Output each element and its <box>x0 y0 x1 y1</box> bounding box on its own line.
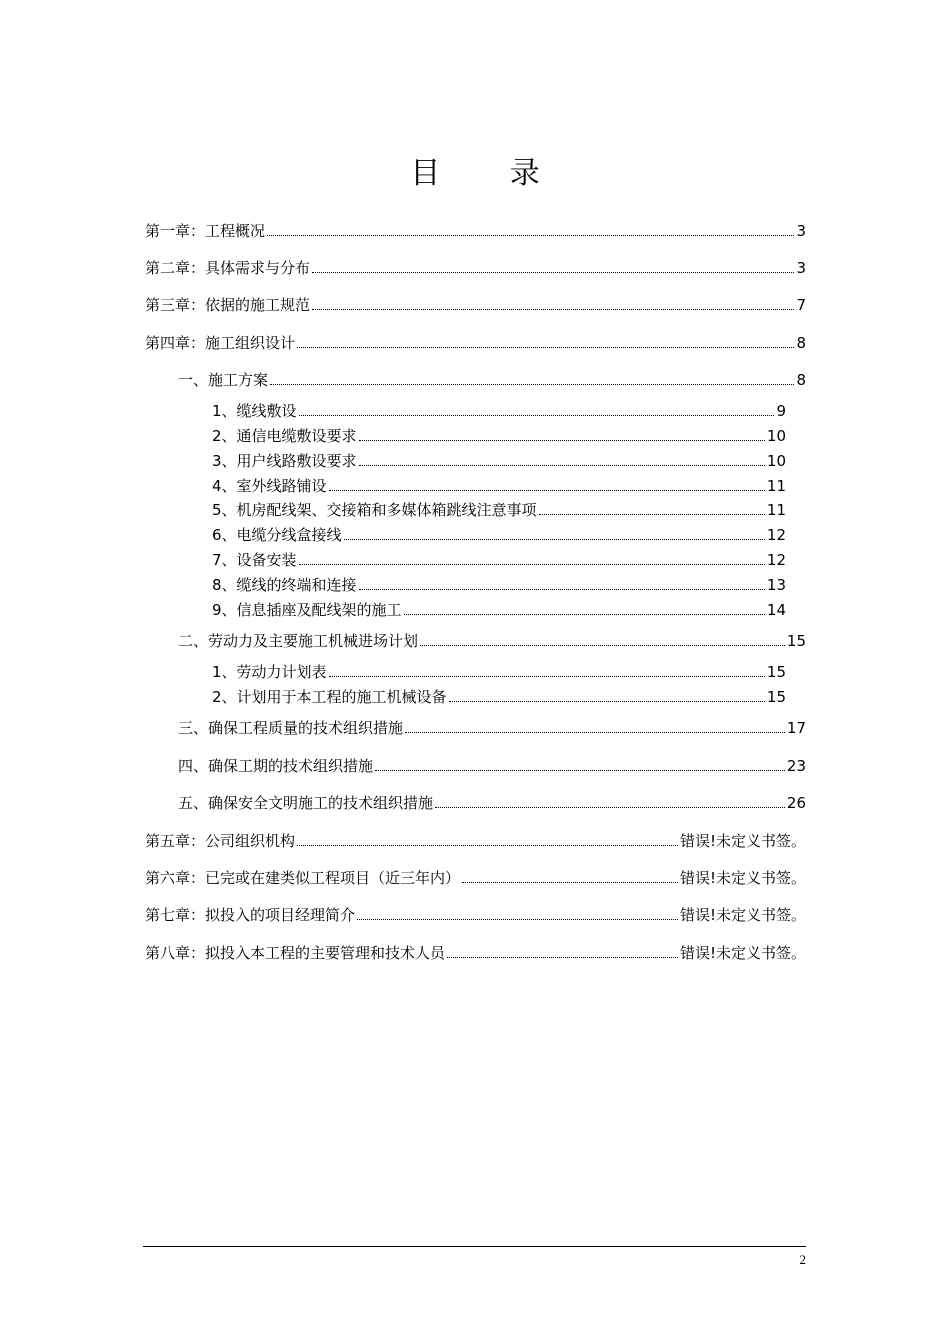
toc-page-reference-error: 错误!未定义书签。 <box>679 906 806 924</box>
toc-entry-title: 公司组织机构 <box>205 832 296 850</box>
toc-entry-chapter-1[interactable] <box>145 221 806 241</box>
toc-entry-title: 依据的施工规范 <box>205 296 311 314</box>
dot-leader <box>297 346 794 348</box>
toc-chapter-number: 第六章： <box>145 869 206 887</box>
dot-leader <box>405 731 785 733</box>
dot-leader <box>435 806 785 808</box>
dot-leader <box>312 308 794 310</box>
toc-entry-title: 8、缆线的终端和连接 <box>212 576 357 594</box>
toc-entry-title: 具体需求与分布 <box>205 259 311 277</box>
toc-page-number: 7 <box>796 296 806 314</box>
toc-entry-title: 二、劳动力及主要施工机械进场计划 <box>178 632 419 650</box>
dot-leader <box>267 234 794 236</box>
toc-page-number: 10 <box>766 452 786 470</box>
toc-entry-title: 工程概况 <box>205 222 266 240</box>
toc-entry-chapter-6[interactable] <box>145 868 806 888</box>
toc-entry-title: 施工组织设计 <box>205 334 296 352</box>
toc-entry-title: 2、通信电缆敷设要求 <box>212 427 357 445</box>
toc-entry-subsection[interactable] <box>212 500 786 520</box>
toc-page-number: 12 <box>766 551 786 569</box>
toc-entry-subsection[interactable] <box>212 401 786 421</box>
toc-page-number: 13 <box>766 576 786 594</box>
toc-entry-section[interactable] <box>178 756 806 776</box>
dot-leader <box>357 918 678 920</box>
toc-entry-title: 5、机房配线架、交接箱和多媒体箱跳线注意事项 <box>212 501 537 519</box>
dot-leader <box>462 881 678 883</box>
page-number: 2 <box>799 1252 806 1267</box>
dot-leader <box>297 844 678 846</box>
toc-entry-title: 7、设备安装 <box>212 551 297 569</box>
toc-entry-subsection[interactable] <box>212 550 786 570</box>
toc-entry-title: 三、确保工程质量的技术组织措施 <box>178 719 404 737</box>
toc-entry-title: 五、确保安全文明施工的技术组织措施 <box>178 794 434 812</box>
dot-leader <box>359 588 765 590</box>
toc-entry-title: 2、计划用于本工程的施工机械设备 <box>212 688 447 706</box>
toc-entry-subsection[interactable] <box>212 451 786 471</box>
toc-page-number: 11 <box>766 501 786 519</box>
toc-page-number: 14 <box>766 601 786 619</box>
toc-chapter-number: 第二章： <box>145 259 206 277</box>
dot-leader <box>329 489 765 491</box>
toc-page-number: 3 <box>796 222 806 240</box>
toc-page-number: 17 <box>786 719 806 737</box>
dot-leader <box>312 271 794 273</box>
toc-chapter-number: 第五章： <box>145 832 206 850</box>
toc-chapter-number: 第八章： <box>145 944 206 962</box>
toc-entry-title: 四、确保工期的技术组织措施 <box>178 757 374 775</box>
toc-entry-section[interactable] <box>178 718 806 738</box>
toc-page-number: 26 <box>786 794 806 812</box>
dot-leader <box>270 383 794 385</box>
toc-page-number: 10 <box>766 427 786 445</box>
toc-page-reference-error: 错误!未定义书签。 <box>679 944 806 962</box>
dot-leader <box>359 439 765 441</box>
footer-divider <box>143 1246 806 1247</box>
dot-leader <box>449 700 765 702</box>
dot-leader <box>329 675 765 677</box>
toc-page-number: 12 <box>766 526 786 544</box>
toc-entry-chapter-5[interactable] <box>145 831 806 851</box>
toc-chapter-number: 第四章： <box>145 334 206 352</box>
dot-leader <box>420 644 785 646</box>
toc-entry-title: 已完或在建类似工程项目（近三年内） <box>205 869 461 887</box>
toc-page-number: 11 <box>766 477 786 495</box>
toc-page-reference-error: 错误!未定义书签。 <box>679 832 806 850</box>
toc-page-number: 8 <box>796 371 806 389</box>
dot-leader <box>299 563 765 565</box>
dot-leader <box>344 538 765 540</box>
toc-entry-chapter-7[interactable] <box>145 905 806 925</box>
toc-entry-chapter-4[interactable] <box>145 333 806 353</box>
toc-entry-chapter-3[interactable] <box>145 295 806 315</box>
toc-entry-section[interactable] <box>178 370 806 390</box>
toc-page-number: 3 <box>796 259 806 277</box>
toc-chapter-number: 第七章： <box>145 906 206 924</box>
dot-leader <box>359 464 765 466</box>
toc-entry-subsection[interactable] <box>212 662 786 682</box>
toc-entry-title: 1、劳动力计划表 <box>212 663 327 681</box>
toc-entry-section[interactable] <box>178 631 806 651</box>
toc-entry-subsection[interactable] <box>212 687 786 707</box>
toc-page-number: 8 <box>796 334 806 352</box>
dot-leader <box>375 769 785 771</box>
toc-entry-title: 4、室外线路铺设 <box>212 477 327 495</box>
toc-entry-title: 6、电缆分线盒接线 <box>212 526 342 544</box>
toc-entry-title: 一、施工方案 <box>178 371 269 389</box>
toc-entry-title: 1、缆线敷设 <box>212 402 297 420</box>
dot-leader <box>539 513 765 515</box>
toc-entry-title: 3、用户线路敷设要求 <box>212 452 357 470</box>
toc-entry-subsection[interactable] <box>212 600 786 620</box>
toc-entry-title: 拟投入的项目经理简介 <box>205 906 356 924</box>
toc-page-number: 23 <box>786 757 806 775</box>
toc-entry-subsection[interactable] <box>212 525 786 545</box>
toc-entry-subsection[interactable] <box>212 426 786 446</box>
toc-page-reference-error: 错误!未定义书签。 <box>679 869 806 887</box>
toc-entry-chapter-8[interactable] <box>145 943 806 963</box>
dot-leader <box>299 414 775 416</box>
toc-page-number: 15 <box>766 663 786 681</box>
toc-entry-chapter-2[interactable] <box>145 258 806 278</box>
toc-page-number: 15 <box>766 688 786 706</box>
toc-entry-subsection[interactable] <box>212 476 786 496</box>
page-title: 目 录 <box>410 156 570 191</box>
toc-entry-title: 拟投入本工程的主要管理和技术人员 <box>205 944 446 962</box>
dot-leader <box>447 956 678 958</box>
toc-entry-subsection[interactable] <box>212 575 786 595</box>
toc-page-number: 9 <box>776 402 786 420</box>
toc-page-number: 15 <box>786 632 806 650</box>
toc-chapter-number: 第三章： <box>145 296 206 314</box>
toc-entry-section[interactable] <box>178 793 806 813</box>
dot-leader <box>404 613 765 615</box>
toc-chapter-number: 第一章： <box>145 222 206 240</box>
toc-entry-title: 9、信息插座及配线架的施工 <box>212 601 402 619</box>
